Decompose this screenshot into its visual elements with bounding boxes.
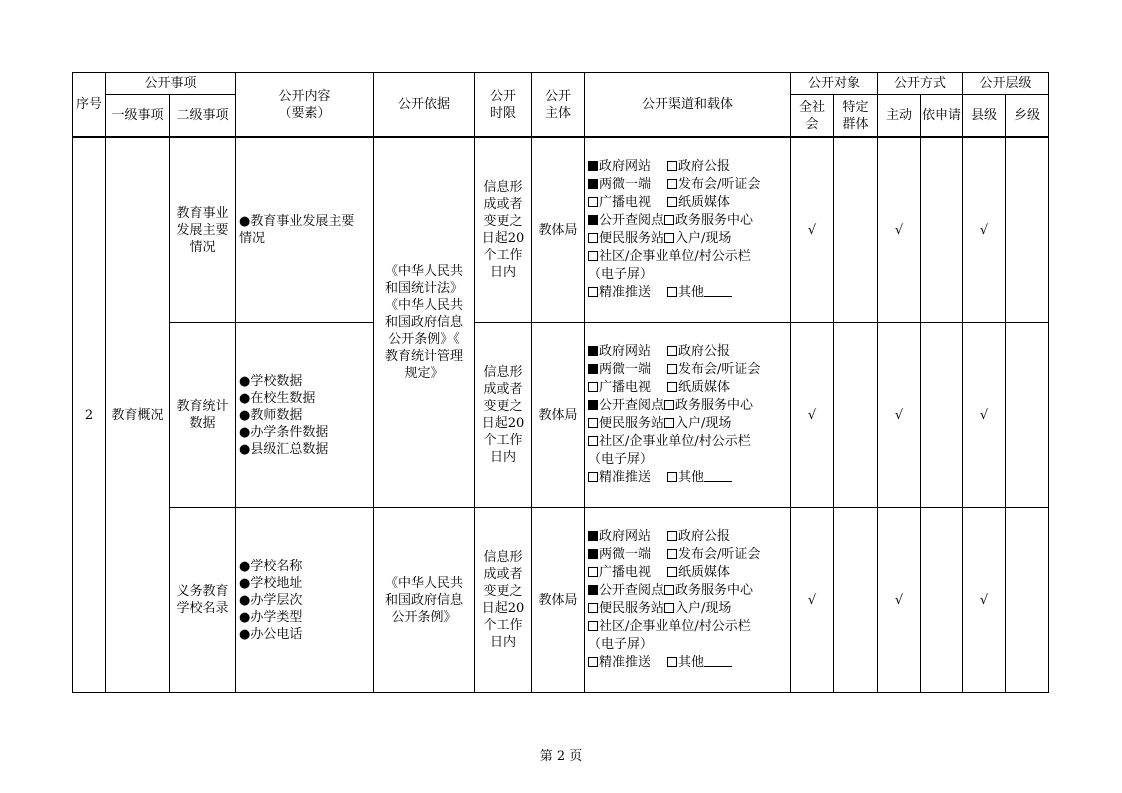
cell-line: ●学校数据 (239, 373, 303, 389)
channel-label: 其他 (678, 655, 705, 670)
header-subject: 公开 主体 (532, 73, 585, 138)
cell-line: ●办学条件数据 (239, 424, 329, 440)
row-basis (374, 137, 475, 508)
unchecked-box-icon (588, 197, 598, 207)
checked-box-icon (588, 400, 598, 410)
checked-box-icon (588, 161, 598, 171)
channel-print (667, 195, 730, 210)
checked-box-icon (588, 531, 598, 541)
unchecked-box-icon (588, 382, 598, 392)
row-level2 (170, 323, 236, 508)
unchecked-box-icon (588, 418, 598, 428)
row-period (475, 508, 532, 693)
row-method-active: √ (878, 323, 921, 508)
cell-line: 和国统计法》 (384, 281, 463, 296)
channel-label: 政务服务中心 (675, 583, 754, 598)
channel-label: （电子屏） (588, 452, 654, 467)
cell-line: 日内 (489, 450, 516, 465)
channel-board (588, 249, 751, 264)
channel-label: 精准推送 (599, 655, 652, 670)
cell-line: 教育统计 (176, 399, 229, 414)
row-period (475, 323, 532, 508)
unchecked-box-icon (667, 346, 677, 356)
channel-label: 便民服务站 (599, 416, 665, 431)
unchecked-box-icon (588, 567, 598, 577)
cell-line: 教育统计管理 (384, 349, 463, 364)
cell-line: 个工作 (483, 433, 523, 448)
cell-line: 日起20 (481, 231, 525, 246)
header-seq: 序号 (73, 73, 106, 138)
channel-broadcast (588, 195, 651, 210)
row-method-apply (921, 137, 963, 323)
channel-two-micro (588, 362, 651, 377)
channel-press (667, 177, 760, 192)
unchecked-box-icon (588, 621, 598, 631)
unchecked-box-icon (588, 251, 598, 261)
channel-label: （电子屏） (588, 637, 654, 652)
header-target-all: 全社 会 (791, 95, 834, 138)
checked-box-icon (588, 364, 598, 374)
channel-label: 其他 (678, 470, 705, 485)
header-level-county: 县级 (963, 95, 1006, 138)
row-target-specific (834, 137, 878, 323)
row-content (236, 137, 374, 323)
channel-label: 入户/现场 (675, 416, 732, 431)
channel-door (664, 231, 731, 246)
unchecked-box-icon (667, 197, 677, 207)
channel-service-station (588, 231, 664, 246)
row-subject: 教体局 (532, 137, 585, 323)
cell-line: ●县级汇总数据 (239, 441, 329, 457)
unchecked-box-icon (667, 567, 677, 577)
unchecked-box-icon (664, 400, 674, 410)
unchecked-box-icon (667, 364, 677, 374)
channel-list (585, 343, 790, 487)
channel-list (585, 158, 790, 302)
row-basis (374, 508, 475, 693)
channel-label: 纸质媒体 (678, 565, 731, 580)
unchecked-box-icon (588, 603, 598, 613)
row-method-active: √ (878, 137, 921, 323)
cell-line: 情况 (239, 231, 266, 246)
cell-line: 公开条例》《 (388, 332, 460, 347)
unchecked-box-icon (667, 657, 677, 667)
row-level2 (170, 508, 236, 693)
channel-precise (588, 285, 651, 300)
channel-label: 政府网站 (599, 344, 652, 359)
header-level-group: 公开层级 (963, 73, 1049, 95)
channel-gazette (667, 344, 730, 359)
row-target-all: √ (791, 323, 834, 508)
channel-other (667, 470, 732, 485)
cell-line: 个工作 (483, 248, 523, 263)
channel-list (585, 528, 790, 672)
row-level-county: √ (963, 137, 1006, 323)
header-method-apply: 依申请 (921, 95, 963, 138)
channel-press (667, 547, 760, 562)
channel-label: 社区/企事业单位/村公示栏 (599, 249, 751, 264)
channel-website (588, 159, 651, 174)
header-level2: 二级事项 (170, 95, 236, 138)
channel-label: 广播电视 (599, 565, 652, 580)
channel-reading-point (588, 213, 664, 228)
header-channel: 公开渠道和载体 (585, 73, 791, 138)
unchecked-box-icon (664, 603, 674, 613)
row-channels (585, 137, 791, 323)
row-level-town (1006, 137, 1049, 323)
channel-press (667, 362, 760, 377)
channel-website (588, 529, 651, 544)
blank-underline (704, 284, 732, 297)
channel-label: 入户/现场 (675, 601, 732, 616)
channel-other (667, 655, 732, 670)
row-level-town (1006, 323, 1049, 508)
row-content (236, 508, 374, 693)
header-method-group: 公开方式 (878, 73, 963, 95)
channel-label: 发布会/听证会 (678, 547, 761, 562)
row-level-town (1006, 508, 1049, 693)
channel-label: 政府网站 (599, 529, 652, 544)
blank-underline (704, 469, 732, 482)
unchecked-box-icon (667, 472, 677, 482)
page-number: 第 2 页 (539, 749, 583, 764)
cell-line: 成或者 (483, 382, 523, 397)
unchecked-box-icon (588, 472, 598, 482)
cell-line: ●办学层次 (239, 592, 303, 608)
cell-line: 教育事业 (176, 205, 229, 221)
cell-line: 日内 (489, 265, 516, 280)
unchecked-box-icon (664, 215, 674, 225)
channel-label: 两微一端 (599, 547, 652, 562)
cell-line: 成或者 (483, 567, 523, 582)
channel-label: 两微一端 (599, 177, 652, 192)
cell-line: 《中华人民共 (384, 575, 463, 591)
cell-line: ●教育事业发展主要 (239, 214, 355, 229)
unchecked-box-icon (664, 585, 674, 595)
channel-door (664, 416, 731, 431)
checked-box-icon (588, 585, 598, 595)
checked-box-icon (588, 346, 598, 356)
channel-screen (588, 452, 653, 467)
header-level1: 一级事项 (106, 95, 170, 138)
unchecked-box-icon (588, 287, 598, 297)
channel-label: 其他 (678, 285, 705, 300)
cell-line: ●学校地址 (239, 575, 303, 591)
row-level1: 教育概况 (106, 137, 170, 693)
channel-board (588, 434, 751, 449)
channel-label: 公开查阅点 (599, 583, 665, 598)
channel-broadcast (588, 565, 651, 580)
header-level-town: 乡级 (1006, 95, 1049, 138)
channel-service-center (664, 213, 753, 228)
channel-label: 纸质媒体 (678, 380, 731, 395)
checked-box-icon (588, 549, 598, 559)
cell-line: ●办学类型 (239, 609, 303, 625)
row-method-apply (921, 508, 963, 693)
row-method-apply (921, 323, 963, 508)
channel-print (667, 380, 730, 395)
cell-line: 信息形 (483, 550, 523, 565)
channel-label: 两微一端 (599, 362, 652, 377)
channel-service-center (664, 398, 753, 413)
unchecked-box-icon (667, 382, 677, 392)
cell-line: 规定》 (404, 366, 444, 381)
row-channels (585, 323, 791, 508)
channel-label: 纸质媒体 (678, 195, 731, 210)
header-period: 公开 时限 (475, 73, 532, 138)
row-channels (585, 508, 791, 693)
row-target-all: √ (791, 508, 834, 693)
header-target-specific: 特定 群体 (834, 95, 878, 138)
channel-label: 公开查阅点 (599, 213, 665, 228)
cell-line: 变更之 (483, 214, 523, 229)
cell-line: 《中华人民共 (384, 264, 463, 279)
header-method-active: 主动 (878, 95, 921, 138)
channel-label: 社区/企事业单位/村公示栏 (599, 619, 751, 634)
cell-line: 信息形 (483, 180, 523, 195)
cell-line: 变更之 (483, 399, 523, 414)
channel-screen (588, 267, 653, 282)
channel-label: 政务服务中心 (675, 213, 754, 228)
cell-line: 学校名录 (176, 601, 229, 616)
channel-label: 政府公报 (678, 159, 731, 174)
unchecked-box-icon (588, 233, 598, 243)
channel-label: 政府公报 (678, 529, 731, 544)
cell-line: 发展主要 (176, 222, 229, 238)
channel-label: 社区/企事业单位/村公示栏 (599, 434, 751, 449)
row-level-county: √ (963, 508, 1006, 693)
channel-precise (588, 470, 651, 485)
unchecked-box-icon (667, 531, 677, 541)
unchecked-box-icon (667, 287, 677, 297)
row-level2 (170, 137, 236, 323)
header-basis: 公开依据 (374, 73, 475, 138)
channel-label: 精准推送 (599, 470, 652, 485)
channel-door (664, 601, 731, 616)
header-content: 公开内容 （要素） (236, 73, 374, 138)
channel-other (667, 285, 732, 300)
cell-line: 和国政府信息 (384, 315, 463, 330)
row-subject: 教体局 (532, 508, 585, 693)
row-level-county: √ (963, 323, 1006, 508)
unchecked-box-icon (664, 418, 674, 428)
unchecked-box-icon (588, 436, 598, 446)
channel-label: 公开查阅点 (599, 398, 665, 413)
cell-line: 和国政府信息 (384, 592, 463, 608)
disclosure-table (72, 72, 1049, 693)
unchecked-box-icon (664, 233, 674, 243)
unchecked-box-icon (667, 549, 677, 559)
channel-broadcast (588, 380, 651, 395)
channel-gazette (667, 159, 730, 174)
channel-reading-point (588, 398, 664, 413)
channel-label: 政府网站 (599, 159, 652, 174)
cell-line: 义务教育 (176, 584, 229, 599)
cell-line: 信息形 (483, 365, 523, 380)
row-target-specific (834, 508, 878, 693)
row-content (236, 323, 374, 508)
unchecked-box-icon (667, 179, 677, 189)
row-method-active: √ (878, 508, 921, 693)
channel-label: 广播电视 (599, 380, 652, 395)
blank-underline (704, 654, 732, 667)
cell-line: ●教师数据 (239, 407, 303, 423)
unchecked-box-icon (588, 657, 598, 667)
channel-label: 入户/现场 (675, 231, 732, 246)
checked-box-icon (588, 215, 598, 225)
channel-label: 广播电视 (599, 195, 652, 210)
header-target-group: 公开对象 (791, 73, 878, 95)
channel-label: 政府公报 (678, 344, 731, 359)
channel-precise (588, 655, 651, 670)
row-subject: 教体局 (532, 323, 585, 508)
channel-website (588, 344, 651, 359)
channel-label: 精准推送 (599, 285, 652, 300)
cell-line: 变更之 (483, 584, 523, 599)
channel-label: （电子屏） (588, 267, 654, 282)
unchecked-box-icon (667, 161, 677, 171)
cell-line: ●办公电话 (239, 626, 303, 642)
channel-service-center (664, 583, 753, 598)
channel-service-station (588, 416, 664, 431)
channel-two-micro (588, 547, 651, 562)
channel-label: 便民服务站 (599, 601, 665, 616)
cell-line: 日起20 (481, 601, 525, 616)
cell-line: 情况 (189, 239, 216, 255)
channel-gazette (667, 529, 730, 544)
channel-screen (588, 637, 653, 652)
cell-line: 公开条例》 (391, 609, 457, 625)
cell-line: ●学校名称 (239, 558, 303, 574)
cell-line: 《中华人民共 (384, 298, 463, 313)
channel-label: 发布会/听证会 (678, 177, 761, 192)
channel-label: 政务服务中心 (675, 398, 754, 413)
cell-line: 日内 (489, 635, 516, 650)
row-target-all: √ (791, 137, 834, 323)
channel-label: 发布会/听证会 (678, 362, 761, 377)
cell-line: 数据 (189, 416, 216, 431)
checked-box-icon (588, 179, 598, 189)
cell-line: 成或者 (483, 197, 523, 212)
channel-two-micro (588, 177, 651, 192)
cell-line: 日起20 (481, 416, 525, 431)
row-period (475, 137, 532, 323)
channel-print (667, 565, 730, 580)
cell-line: ●在校生数据 (239, 390, 316, 406)
row-seq: 2 (73, 137, 106, 693)
channel-service-station (588, 601, 664, 616)
header-item-group: 公开事项 (106, 73, 236, 95)
channel-label: 便民服务站 (599, 231, 665, 246)
channel-board (588, 619, 751, 634)
channel-reading-point (588, 583, 664, 598)
row-target-specific (834, 323, 878, 508)
cell-line: 个工作 (483, 618, 523, 633)
